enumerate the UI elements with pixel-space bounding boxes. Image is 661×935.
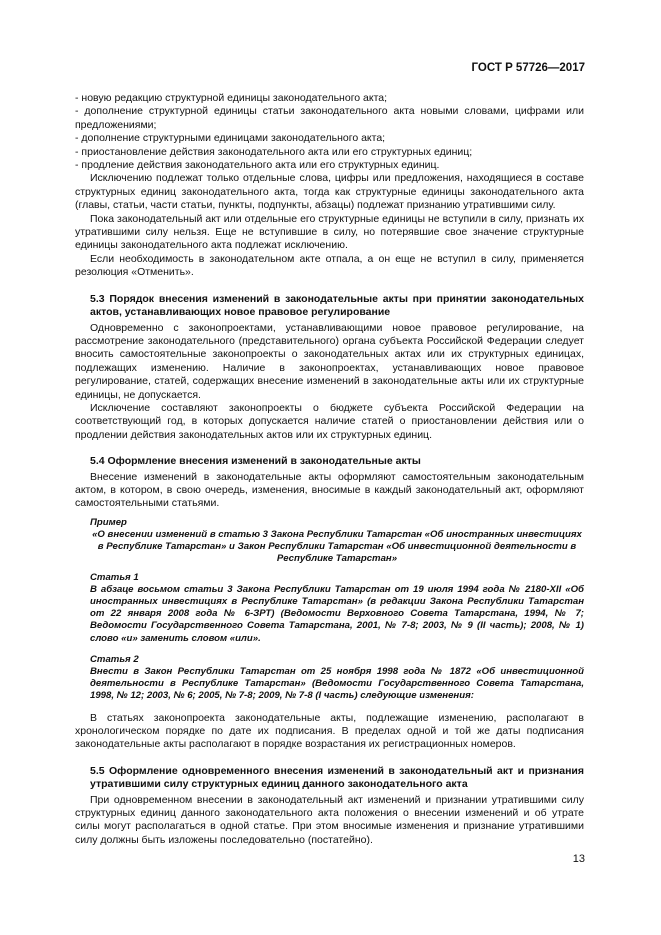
example-article-text: В абзаце восьмом статьи 3 Закона Республики Татарстан от 19 июля 1994 года № 2180-XII «Об иностранных инвестициях в Республике Татарстан» (в редакции Закона Республики Татарстан от 22 января 2008 года № 6-ЗРТ) (Ведомости Верховного Совета Татарстана, 1994, № 7; Ведомости Государственного Совета Татарстана, 2001, № 7-8; 2003, № 9 (II часть); 2008, № 1) слово «и» заменить словом «или». <box>90 583 584 644</box>
list-item <box>75 105 584 132</box>
document-standard-code: ГОСТ Р 57726—2017 <box>471 62 585 74</box>
example-label: Пример <box>90 516 127 528</box>
example-title: «О внесении изменений в статью 3 Закона Республики Татарстан «Об иностранных инвестициях в Республике Татарстан» и Закон Республики Татарстан «Об инвестиционной деятельности в Республике Татарстан» <box>92 528 582 565</box>
body-paragraph: Исключению подлежат только отдельные слова, цифры или предложения, находящиеся в составе структурных единиц законодательного акта, тогда как структурные единицы законодательного акта (главы, статьи, части статьи, пункты, подпункты, абзацы) подлежат признанию утратившими силу. <box>75 172 584 212</box>
list-item: - дополнение структурными единицами законодательного акта; <box>75 132 386 145</box>
page-number: 13 <box>572 853 585 865</box>
body-paragraph: Исключение составляют законопроекты о бюджете субъекта Российской Федерации на соответствующий год, в которых допускается наличие статей о приостановлении действия или о продлении действия законодательных актов или их структурных единиц. <box>75 401 584 441</box>
example-article-label: Статья 2 <box>90 653 139 665</box>
list-item: - приостановление действия законодательного акта или его структурных единиц; <box>75 145 473 158</box>
body-paragraph: Если необходимость в законодательном акте отпала, а он еще не вступил в силу, применяется резолюция «Отменить». <box>75 252 584 279</box>
body-paragraph: При одновременном внесении в законодательный акт изменений и признании утратившими силу структурных единиц данного законодательного акта положения о внесении изменений и об утрате силы могут располагаться в одной статье. При этом вносимые изменения и признание утратившими силу должны быть изложены последовательно (постатейно). <box>75 793 584 846</box>
list-item-text: - дополнение структурной единицы статьи законодательного акта новыми словами, цифрами или предложениями; <box>75 105 584 131</box>
section-heading: 5.3 Порядок внесения изменений в законодательные акты при принятии законодательных актов, устанавливающих новое правовое регулирование <box>90 292 584 319</box>
example-article-text: Внести в Закон Республики Татарстан от 25 ноября 1998 года № 1872 «Об инвестиционной деятельности в Республике Татарстан» (Ведомости Государственного Совета Татарстана, 1998, № 12; 2003, № 6; 2005, № 7-8; 2009, № 7-8 (I часть) следующие изменения: <box>90 666 584 702</box>
body-paragraph: Пока законодательный акт или отдельные его структурные единицы не вступили в силу, признать их утратившими силу нельзя. Еще не вступившие в силу, но потерявшие свое значение структурные единицы законодательного акта подлежат исключению. <box>75 212 584 252</box>
section-heading: 5.4 Оформление внесения изменений в законодательные акты <box>90 455 421 468</box>
section-heading: 5.5 Оформление одновременного внесения изменений в законодательный акт и признания утратившими силу структурных единиц данного законодательного акта <box>90 764 584 791</box>
document-body <box>75 92 584 847</box>
body-paragraph: Внесение изменений в законодательные акты оформляют самостоятельным законодательным актом, в котором, в свою очередь, изменения, вносимые в каждый законодательный акт, оформляют самостоятельными статьями. <box>75 470 584 510</box>
list-item: - новую редакцию структурной единицы законодательного акта; <box>75 92 388 104</box>
example-article-label: Статья 1 <box>90 571 139 583</box>
body-paragraph: Одновременно с законопроектами, устанавливающими новое правовое регулирование, на рассмотрение законодательного (представительного) органа субъекта Российской Федерации следует вносить самостоятельные законопроекты о законодательных актах или их структурных единицах, подлежащих изменению. Наличие в законопроектах, устанавливающих новое правовое регулирование, статей, содержащих внесение изменений в законодательные акты или их структурные единицы, не допускается. <box>75 321 584 401</box>
body-paragraph: В статьях законопроекта законодательные акты, подлежащие изменению, располагают в хронологическом порядке по дате их подписания. В пределах одной и той же даты подписания законодательные акты располагают в порядке возрастания их регистрационных номеров. <box>75 711 584 751</box>
list-item: - продление действия законодательного акта или его структурных единиц. <box>75 159 440 172</box>
